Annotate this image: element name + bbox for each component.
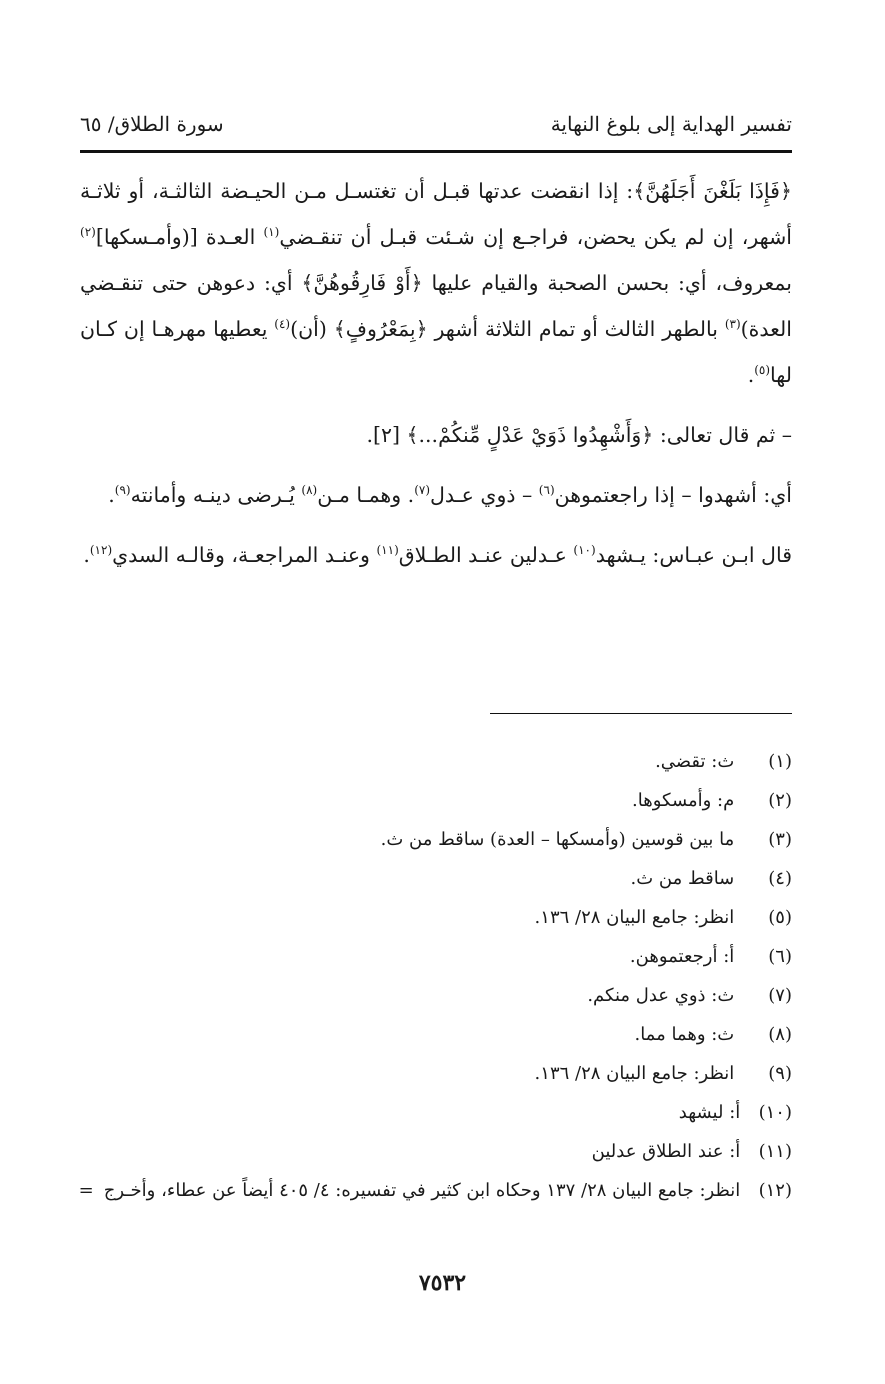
text-run: يعطيها مهرهـا إن كـان لها — [80, 317, 792, 387]
surah-page-label: سورة الطلاق/ ٦٥ — [80, 112, 224, 136]
text-run: . — [747, 363, 755, 387]
text-run: أي: أشهدوا – إذا راجعتموهن — [554, 483, 792, 507]
footnote-item — [60, 937, 792, 976]
text-run: قال ابـن عبـاس: يـشهد — [595, 543, 792, 567]
paragraph-4 — [80, 532, 792, 578]
text-run: بالطهر الثالث أو تمام الثلاثة أشهر — [427, 317, 725, 341]
quran-quote: ﴿فَإِذَا بَلَغْنَ أَجَلَهُنَّ﴾ — [633, 179, 792, 203]
footnote-ref: (١٢) — [89, 543, 113, 558]
footnote-item — [60, 1132, 792, 1171]
footnote-separator — [490, 713, 792, 714]
continuation-mark: = — [78, 1180, 94, 1201]
paragraph-1 — [80, 168, 792, 398]
footnote-text: أ: عند الطلاق عدلين — [591, 1141, 741, 1162]
footnote-text: ساقط من ث. — [630, 868, 735, 889]
footnote-number: (٥) — [768, 907, 792, 928]
footnote-text: م: وأمسكوها. — [632, 790, 735, 811]
footnote-item — [60, 898, 792, 937]
text-run: وعنـد المراجعـة، وقالـه السدي — [112, 543, 377, 567]
footnote-item — [60, 859, 792, 898]
footnote-ref: (١٠) — [573, 543, 596, 558]
text-run: [٢]. — [366, 423, 407, 447]
footnote-text: انظر: جامع البيان ٢٨/ ١٣٦. — [534, 1063, 735, 1084]
footnote-ref: (٧) — [414, 483, 431, 498]
footnote-text: ث: تقضي. — [655, 751, 735, 772]
text-run: (أن) — [290, 317, 334, 341]
footnote-number: (٣) — [768, 829, 792, 850]
footnotes-list — [60, 742, 792, 1210]
text-run: . — [83, 543, 90, 567]
text-run: . وهمـا مـن — [317, 483, 415, 507]
footnote-number: (٧) — [768, 985, 792, 1006]
footnote-ref: (٦) — [538, 483, 555, 498]
footnote-ref: (٣) — [724, 317, 741, 332]
text-run: عـدلين عنـد الطـلاق — [398, 543, 574, 567]
footnote-number: (٢) — [768, 790, 792, 811]
footnote-item — [60, 976, 792, 1015]
running-header — [80, 112, 792, 144]
footnote-text: ث: وهما مما. — [634, 1024, 735, 1045]
footnote-text: ما بين قوسين (وأمسكها – العدة) ساقط من ث. — [380, 829, 735, 850]
footnote-ref: (١) — [263, 225, 280, 240]
page-number: ٧٥٣٢ — [418, 1270, 467, 1296]
main-text — [80, 168, 792, 578]
text-run: العـدة [(وأمـسكها] — [95, 225, 264, 249]
text-run: – ثم قال تعالى: — [653, 423, 792, 447]
text-run: : إذا انقضت عدتها قبـل أن تغتسـل مـن الحيـضة الثالثـة، أو ثلاثـة أشهر، إن لم يكن يحضن، فراجـع إن شـئت قبـل أن تنقـضي — [80, 179, 792, 249]
quran-quote: ﴿أَوْ فَارِقُوهُنَّ﴾ — [301, 271, 423, 295]
footnote-text: ث: ذوي عدل منكم. — [587, 985, 735, 1006]
footnote-ref: (٤) — [274, 317, 291, 332]
text-run: أي: دعوهن حتى تنقـضي العدة) — [80, 271, 792, 341]
footnote-ref: (٥) — [754, 363, 771, 378]
paragraph-2 — [80, 412, 792, 458]
footnote-number: (١٠) — [758, 1102, 792, 1123]
footnote-text: أ: ليشهد — [678, 1102, 741, 1123]
footnote-ref: (٩) — [114, 483, 131, 498]
footnote-number: (١) — [768, 751, 792, 772]
footnote-number: (١١) — [758, 1141, 792, 1162]
paragraph-3 — [80, 472, 792, 518]
footnote-ref: (١١) — [376, 543, 399, 558]
footnote-text: انظر: جامع البيان ٢٨/ ١٣٧ وحكاه ابن كثير في تفسيره: ٤/ ٤٠٥ أيضاً عن عطاء، وأخـرج — [103, 1180, 741, 1201]
text-run: . — [108, 483, 115, 507]
footnote-item — [60, 1171, 792, 1210]
quran-quote: ﴿وَأَشْهِدُوا ذَوَيْ عَدْلٍ مِّنكُمْ...﴾ — [406, 423, 654, 447]
footnote-number: (٨) — [768, 1024, 792, 1045]
footnote-number: (٩) — [768, 1063, 792, 1084]
book-title: تفسير الهداية إلى بلوغ النهاية — [550, 112, 792, 136]
footnote-item — [60, 820, 792, 859]
footnote-item — [60, 742, 792, 781]
footnote-item — [60, 1093, 792, 1132]
footnote-ref: (٨) — [301, 483, 318, 498]
footnote-number: (١٢) — [758, 1180, 792, 1201]
footnote-text: أ: أرجعتموهن. — [629, 946, 735, 967]
header-rule — [80, 150, 792, 153]
footnote-item — [60, 781, 792, 820]
quran-quote: ﴿بِمَعْرُوفٍ﴾ — [333, 317, 428, 341]
footnote-number: (٤) — [768, 868, 792, 889]
footnote-item — [60, 1015, 792, 1054]
footnote-item — [60, 1054, 792, 1093]
footnote-text: انظر: جامع البيان ٢٨/ ١٣٦. — [534, 907, 735, 928]
footnote-ref: (٢) — [80, 225, 96, 240]
text-run: بمعروف، أي: بحسن الصحبة والقيام عليها — [422, 271, 792, 295]
footnote-number: (٦) — [768, 946, 792, 967]
text-run: – ذوي عـدل — [430, 483, 539, 507]
text-run: يُـرضى دينـه وأمانته — [130, 483, 302, 507]
